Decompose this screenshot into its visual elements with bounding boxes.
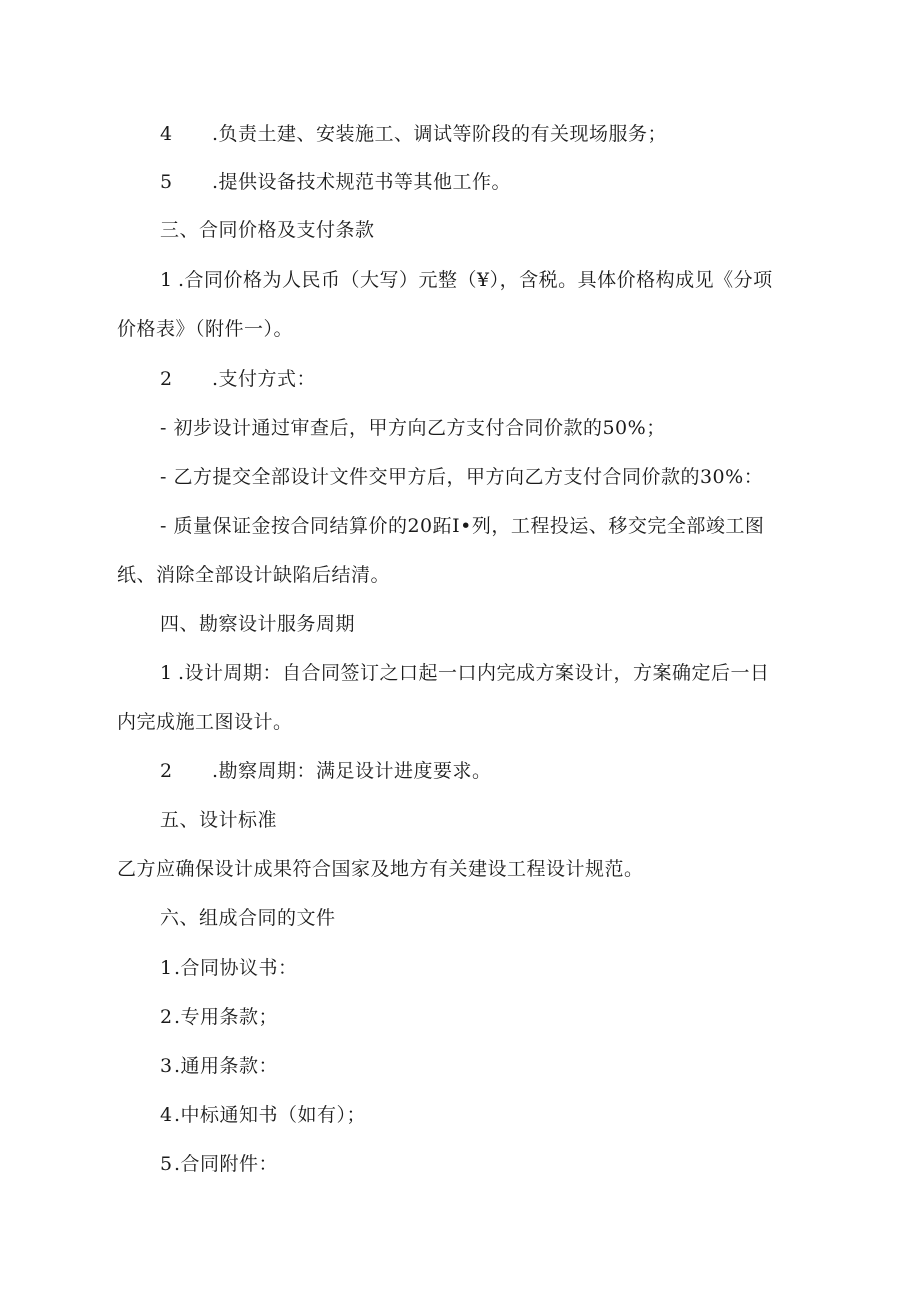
item-5-spec-book <box>160 170 511 194</box>
payment-method-item <box>160 367 316 391</box>
design-period-line-1 <box>160 661 770 685</box>
item-number: 1 <box>160 662 173 684</box>
item-number: 2 <box>160 1006 173 1028</box>
contract-doc-item-1 <box>160 956 298 980</box>
item-text: .勘察周期：满足设计进度要求。 <box>212 760 492 782</box>
design-period-line-2: 内完成施工图设计。 <box>117 711 293 733</box>
section-heading-5: 五、设计标准 <box>160 809 278 831</box>
contract-doc-item-4 <box>160 1103 366 1127</box>
item-text: .支付方式： <box>212 368 317 390</box>
item-number: 2 <box>160 368 173 390</box>
design-standard-paragraph: 乙方应确保设计成果符合国家及地方有关建设工程设计规范。 <box>117 858 644 880</box>
section-heading-3: 三、合同价格及支付条款 <box>160 219 375 241</box>
item-text: .合同协议书： <box>174 957 298 979</box>
item-text: .负责土建、安装施工、调试等阶段的有关现场服务； <box>212 123 668 145</box>
payment-bullet-3-line-1: - 质量保证金按合同结算价的20跖I•列，工程投运、移交完全部竣工图 <box>160 515 765 537</box>
section-heading-6: 六、组成合同的文件 <box>160 907 336 929</box>
item-text: .通用条款： <box>174 1055 279 1077</box>
item-number: 5 <box>160 1153 173 1175</box>
payment-bullet-3-line-2: 纸、消除全部设计缺陷后结清。 <box>117 564 391 586</box>
item-4-site-service <box>160 122 667 146</box>
item-text: .设计周期：自合同签订之口起一口内完成方案设计，方案确定后一日 <box>178 662 770 684</box>
price-clause-line-2: 价格表》（附件一）。 <box>117 318 294 340</box>
item-text: .提供设备技术规范书等其他工作。 <box>212 171 512 193</box>
section-heading-4: 四、勘察设计服务周期 <box>160 613 356 635</box>
item-number: 3 <box>160 1055 173 1077</box>
item-text: .合同附件： <box>174 1153 279 1175</box>
contract-doc-item-2 <box>160 1005 278 1029</box>
payment-bullet-1: - 初步设计通过审查后，甲方向乙方支付合同价款的50%； <box>160 417 666 439</box>
contract-doc-item-3 <box>160 1054 278 1078</box>
contract-doc-item-5 <box>160 1152 278 1176</box>
item-number: 5 <box>160 171 173 193</box>
survey-period-item <box>160 759 492 783</box>
item-number: 4 <box>160 123 173 145</box>
item-number: 1 <box>160 957 173 979</box>
payment-bullet-2: - 乙方提交全部设计文件交甲方后，甲方向乙方支付合同价款的30%： <box>160 466 764 488</box>
item-number: 2 <box>160 760 173 782</box>
item-text: .合同价格为人民币（大写）元整（¥），含税。具体价格构成见《分项 <box>178 269 773 291</box>
item-number: 4 <box>160 1104 173 1126</box>
item-number: 1 <box>160 269 173 291</box>
price-clause-line-1 <box>160 268 773 292</box>
item-text: .中标通知书（如有）； <box>174 1104 367 1126</box>
item-text: .专用条款； <box>174 1006 279 1028</box>
